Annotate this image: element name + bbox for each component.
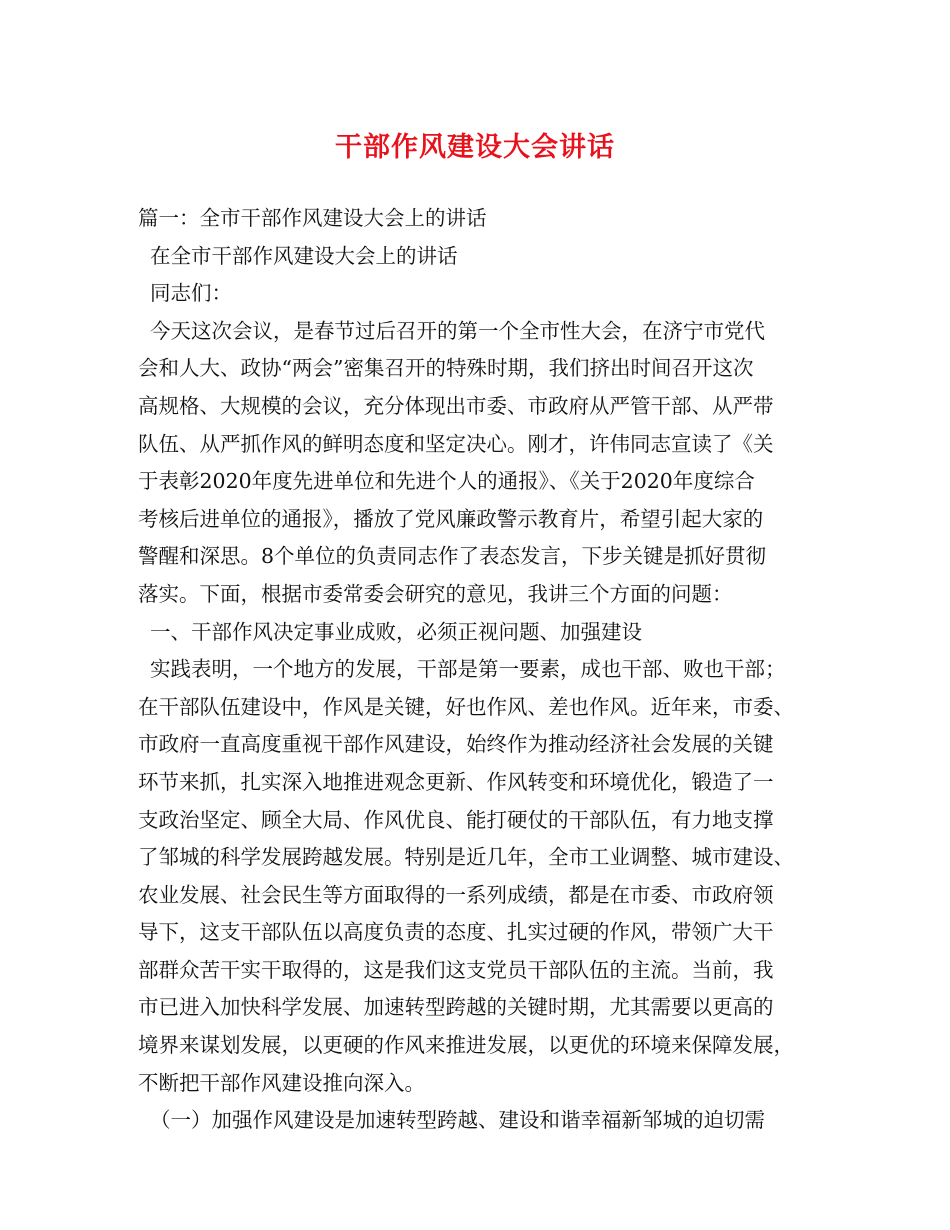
text-line: 队伍、从严抓作风的鲜明态度和坚定决心。刚才，许伟同志宣读了《关 <box>138 431 774 456</box>
text-line: 今天这次会议，是春节过后召开的第一个全市性大会，在济宁市党代 <box>150 318 765 343</box>
text-line: 实践表明，一个地方的发展，干部是第一要素，成也干部、败也干部； <box>150 657 786 682</box>
text-line: 农业发展、社会民生等方面取得的一系列成绩，都是在市委、市政府领 <box>138 882 774 907</box>
subsection-heading: （一）加强作风建设是加速转型跨越、建设和谐幸福新邹城的迫切需 <box>150 1108 765 1133</box>
text-line: 不断把干部作风建设推向深入。 <box>138 1070 425 1095</box>
text-line: 高规格、大规模的会议，充分体现出市委、市政府从严管干部、从严带 <box>138 393 774 418</box>
text-line: 支政治坚定、顾全大局、作风优良、能打硬仗的干部队伍，有力地支撑 <box>138 807 774 832</box>
document-body <box>138 200 828 1140</box>
text-line: 在全市干部作风建设大会上的讲话 <box>150 243 458 268</box>
text-line: 会和人大、政协“两会”密集召开的特殊时期，我们挤出时间召开这次 <box>138 356 754 381</box>
text-line: 警醒和深思。8个单位的负责同志作了表态发言，下步关键是抓好贯彻 <box>138 544 767 569</box>
text-line: 部群众苦干实干取得的，这是我们这支党员干部队伍的主流。当前，我 <box>138 957 774 982</box>
text-line: 落实。下面，根据市委常委会研究的意见，我讲三个方面的问题： <box>138 581 733 606</box>
document-title: 干部作风建设大会讲话 <box>335 132 615 163</box>
text-line: 境界来谋划发展，以更硬的作风来推进发展，以更优的环境来保障发展， <box>138 1033 794 1058</box>
text-line: 市已进入加快科学发展、加速转型跨越的关键时期，尤其需要以更高的 <box>138 995 774 1020</box>
section-heading: 一、干部作风决定事业成败，必须正视问题、加强建设 <box>150 619 642 644</box>
text-line: 于表彰2020年度先进单位和先进个人的通报》、《关于2020年度综合 <box>138 469 755 494</box>
text-line: 考核后进单位的通报》，播放了党风廉政警示教育片，希望引起大家的 <box>138 506 764 531</box>
text-line: 在干部队伍建设中，作风是关键，好也作风、差也作风。近年来，市委、 <box>138 694 794 719</box>
text-line: 了邹城的科学发展跨越发展。特别是近几年，全市工业调整、城市建设、 <box>138 845 794 870</box>
text-line: 同志们： <box>150 281 232 306</box>
text-line: 导下，这支干部队伍以高度负责的态度、扎实过硬的作风，带领广大干 <box>138 920 774 945</box>
text-line: 环节来抓，扎实深入地推进观念更新、作风转变和环境优化，锻造了一 <box>138 769 774 794</box>
text-line: 市政府一直高度重视干部作风建设，始终作为推动经济社会发展的关键 <box>138 732 774 757</box>
text-line: 篇一：全市干部作风建设大会上的讲话 <box>138 206 487 230</box>
